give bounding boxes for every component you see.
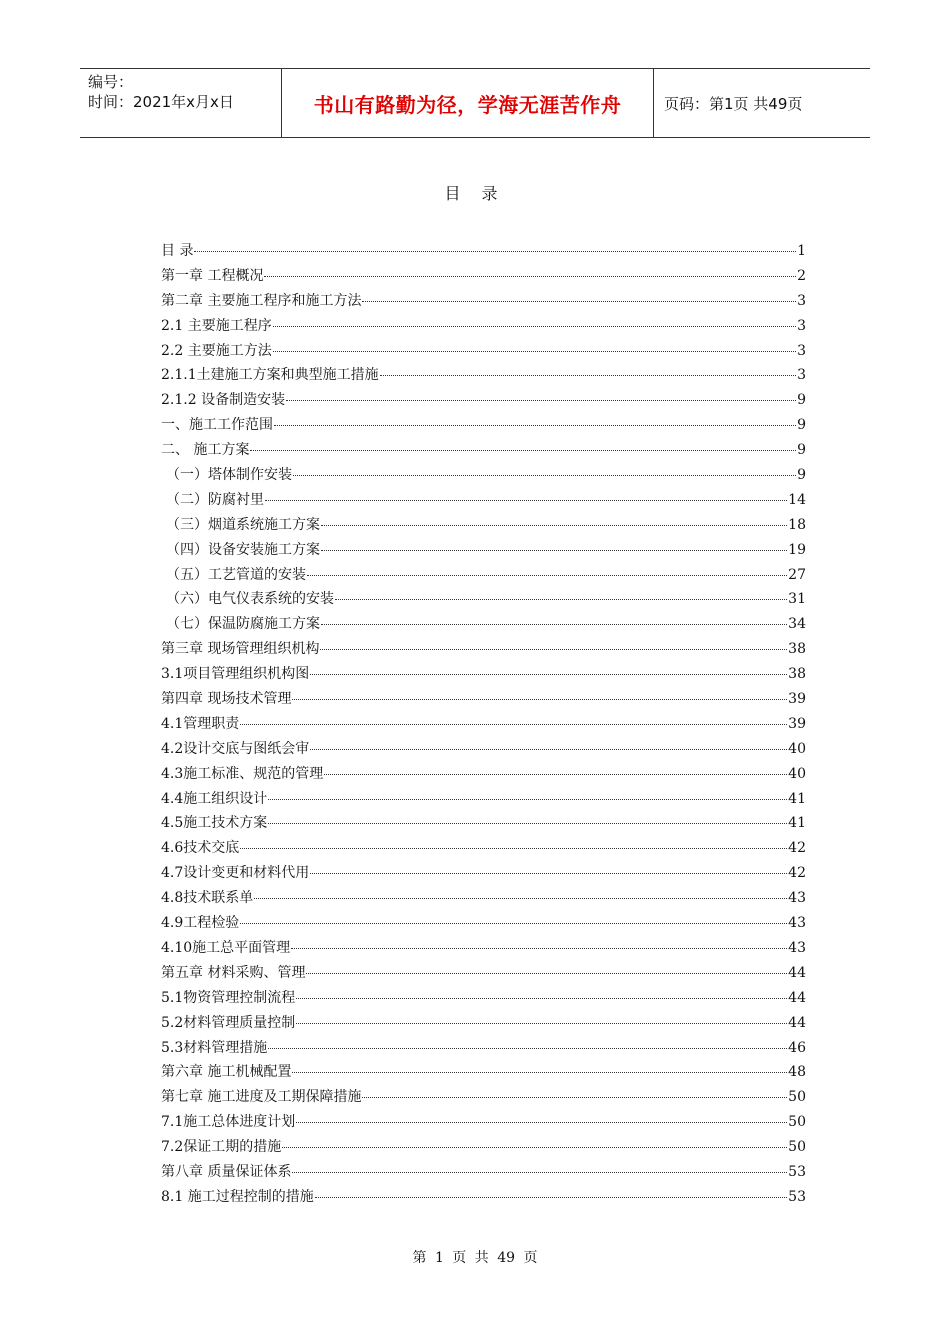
toc-title: 目 录 (444, 184, 506, 203)
toc-entry-page: 3 (797, 342, 806, 359)
toc-dot-leader (362, 301, 796, 302)
toc-entry-label: 4.9工程检验 (161, 915, 240, 932)
header-page-info: 页码：第1页 共49页 (664, 94, 803, 113)
toc-entry-label: （一）塔体制作安装 (166, 467, 292, 484)
toc-entry-label: 5.1物资管理控制流程 (161, 989, 296, 1006)
toc-entry[interactable] (161, 887, 806, 912)
toc-entry-label: 一、施工工作范围 (161, 417, 273, 434)
toc-dot-leader (264, 276, 796, 277)
toc-dot-leader (362, 1097, 787, 1098)
toc-entry[interactable] (161, 539, 806, 564)
header-motto-cell (282, 69, 654, 137)
toc-dot-leader (268, 823, 787, 824)
toc-dot-leader (240, 848, 787, 849)
toc-entry[interactable] (161, 265, 806, 290)
toc-entry-label: 第四章 现场技术管理 (161, 691, 292, 708)
toc-entry-label: 4.2设计交底与图纸会审 (161, 740, 310, 757)
toc-dot-leader (321, 550, 787, 551)
toc-dot-leader (321, 624, 787, 625)
toc-entry-page: 50 (788, 1089, 806, 1106)
toc-entry-label: （三）烟道系统施工方案 (166, 516, 320, 533)
toc-entry-page: 48 (788, 1064, 806, 1081)
toc-entry-page: 43 (788, 939, 806, 956)
toc-entry[interactable] (161, 638, 806, 663)
toc-entry-page: 3 (797, 317, 806, 334)
toc-entry-label: （四）设备安装施工方案 (166, 541, 320, 558)
toc-entry-page: 46 (788, 1039, 806, 1056)
toc-entry-page: 42 (788, 840, 806, 857)
toc-entry[interactable] (161, 912, 806, 937)
toc-entry[interactable] (161, 1111, 806, 1136)
toc-dot-leader (324, 774, 787, 775)
toc-dot-leader (254, 898, 787, 899)
toc-entry-label: 2.1.1土建施工方案和典型施工措施 (161, 367, 379, 384)
toc-entry-label: 5.2材料管理质量控制 (161, 1014, 296, 1031)
toc-entry[interactable] (161, 290, 806, 315)
toc-entry[interactable] (161, 788, 806, 813)
toc-entry-label: （六）电气仪表系统的安装 (166, 591, 334, 608)
toc-dot-leader (296, 1023, 787, 1024)
toc-dot-leader (268, 1048, 787, 1049)
toc-entry-page: 44 (788, 1014, 806, 1031)
toc-entry-label: 4.4施工组织设计 (161, 790, 268, 807)
toc-entry-label: 2.1 主要施工程序 (161, 317, 272, 334)
toc-entry-label: 8.1 施工过程控制的措施 (161, 1188, 314, 1205)
toc-entry[interactable] (161, 1161, 806, 1186)
toc-entry-label: 二、 施工方案 (161, 442, 250, 459)
toc-entry-label: 第五章 材料采购、管理 (161, 964, 306, 981)
toc-entry[interactable] (161, 414, 806, 439)
toc-dot-leader (268, 799, 787, 800)
toc-entry[interactable] (161, 738, 806, 763)
toc-entry-label: 4.3施工标准、规范的管理 (161, 765, 324, 782)
toc-entry[interactable] (161, 588, 806, 613)
toc-dot-leader (292, 1072, 787, 1073)
table-of-contents (161, 240, 806, 1211)
toc-entry[interactable] (161, 439, 806, 464)
toc-entry-label: （二）防腐衬里 (166, 491, 264, 508)
toc-entry-page: 41 (788, 815, 806, 832)
header-info-cell (80, 69, 282, 137)
page-footer: 第 1 页 共 49 页 (412, 1250, 538, 1266)
toc-dot-leader (292, 699, 787, 700)
toc-dot-leader (321, 525, 787, 526)
toc-entry[interactable] (161, 837, 806, 862)
toc-entry-page: 41 (788, 790, 806, 807)
toc-entry-page: 53 (788, 1188, 806, 1205)
toc-entry[interactable] (161, 389, 806, 414)
toc-entry[interactable] (161, 1136, 806, 1161)
toc-entry[interactable] (161, 240, 806, 265)
toc-entry[interactable] (161, 489, 806, 514)
toc-entry-label: 4.1管理职责 (161, 715, 240, 732)
header-table (80, 68, 870, 138)
toc-dot-leader (320, 649, 787, 650)
toc-entry[interactable] (161, 315, 806, 340)
toc-entry-page: 40 (788, 765, 806, 782)
toc-entry-page: 18 (788, 516, 806, 533)
toc-entry-page: 53 (788, 1163, 806, 1180)
toc-dot-leader (273, 326, 796, 327)
toc-dot-leader (315, 1197, 787, 1198)
toc-entry-label: 第七章 施工进度及工期保障措施 (161, 1089, 362, 1106)
toc-entry[interactable] (161, 514, 806, 539)
toc-entry[interactable] (161, 763, 806, 788)
toc-dot-leader (240, 923, 787, 924)
toc-entry[interactable] (161, 340, 806, 365)
toc-entry-label: （七）保温防腐施工方案 (166, 616, 320, 633)
toc-entry-label: 第三章 现场管理组织机构 (161, 641, 320, 658)
toc-entry-page: 9 (797, 417, 806, 434)
document-time-label: 时间：2021年x月x日 (88, 93, 234, 111)
toc-entry-page: 3 (797, 367, 806, 384)
toc-entry-page: 27 (788, 566, 806, 583)
toc-dot-leader (293, 475, 796, 476)
toc-entry-page: 39 (788, 691, 806, 708)
document-number-label: 编号： (88, 73, 134, 91)
toc-entry[interactable] (161, 713, 806, 738)
toc-entry-page: 38 (788, 641, 806, 658)
toc-dot-leader (296, 1122, 787, 1123)
toc-dot-leader (306, 973, 787, 974)
toc-dot-leader (286, 400, 796, 401)
toc-entry-page: 44 (788, 989, 806, 1006)
toc-entry[interactable] (161, 688, 806, 713)
toc-entry-page: 38 (788, 666, 806, 683)
toc-entry[interactable] (161, 613, 806, 638)
toc-entry[interactable] (161, 1012, 806, 1037)
header-page-cell (654, 69, 870, 137)
toc-entry-page: 39 (788, 715, 806, 732)
toc-entry[interactable] (161, 464, 806, 489)
toc-entry-page: 1 (797, 243, 806, 259)
toc-dot-leader (310, 873, 787, 874)
toc-dot-leader (273, 351, 796, 352)
toc-entry-label: 4.7设计变更和材料代用 (161, 865, 310, 882)
toc-entry-page: 34 (788, 616, 806, 633)
toc-entry-page: 31 (788, 591, 806, 608)
toc-entry-label: 7.2保证工期的措施 (161, 1139, 282, 1156)
toc-dot-leader (194, 251, 796, 252)
toc-entry[interactable] (161, 1037, 806, 1062)
toc-entry[interactable] (161, 937, 806, 962)
toc-entry-page: 42 (788, 865, 806, 882)
toc-entry-label: 2.1.2 设备制造安装 (161, 392, 286, 409)
toc-dot-leader (282, 1147, 787, 1148)
toc-entry-page: 9 (797, 442, 806, 459)
header-motto: 书山有路勤为径，学海无涯苦作舟 (313, 92, 622, 117)
toc-dot-leader (291, 948, 787, 949)
toc-entry-page: 50 (788, 1139, 806, 1156)
toc-entry-label: 7.1施工总体进度计划 (161, 1114, 296, 1131)
toc-dot-leader (380, 375, 796, 376)
toc-entry-label: 第八章 质量保证体系 (161, 1163, 292, 1180)
toc-entry-page: 44 (788, 964, 806, 981)
toc-dot-leader (240, 724, 787, 725)
toc-entry-label: 4.6技术交底 (161, 840, 240, 857)
toc-entry-label: 3.1项目管理组织机构图 (161, 666, 310, 683)
toc-entry-page: 50 (788, 1114, 806, 1131)
toc-dot-leader (310, 674, 787, 675)
toc-dot-leader (335, 599, 787, 600)
toc-entry[interactable] (161, 862, 806, 887)
toc-entry-label: 4.5施工技术方案 (161, 815, 268, 832)
toc-entry-page: 43 (788, 915, 806, 932)
toc-entry-label: 4.10施工总平面管理 (161, 939, 291, 956)
toc-entry-page: 19 (788, 541, 806, 558)
toc-entry[interactable] (161, 1186, 806, 1211)
toc-entry-label: 2.2 主要施工方法 (161, 342, 272, 359)
toc-entry-label: 4.8技术联系单 (161, 890, 254, 907)
toc-entry-label: （五）工艺管道的安装 (166, 566, 306, 583)
toc-entry-label: 第二章 主要施工程序和施工方法 (161, 292, 362, 309)
toc-entry[interactable] (161, 564, 806, 589)
toc-entry-page: 9 (797, 467, 806, 484)
toc-entry-page: 9 (797, 392, 806, 409)
toc-entry-page: 2 (797, 267, 806, 284)
toc-entry-label: 目 录 (161, 243, 194, 259)
toc-entry[interactable] (161, 1061, 806, 1086)
toc-entry-page: 40 (788, 740, 806, 757)
toc-dot-leader (292, 1172, 787, 1173)
toc-entry[interactable] (161, 812, 806, 837)
toc-entry-label: 第一章 工程概况 (161, 267, 264, 284)
toc-dot-leader (250, 450, 796, 451)
toc-entry[interactable] (161, 987, 806, 1012)
toc-dot-leader (274, 425, 796, 426)
toc-entry[interactable] (161, 364, 806, 389)
toc-entry-page: 43 (788, 890, 806, 907)
toc-entry[interactable] (161, 962, 806, 987)
toc-dot-leader (265, 500, 787, 501)
toc-entry-label: 5.3材料管理措施 (161, 1039, 268, 1056)
toc-entry[interactable] (161, 1086, 806, 1111)
toc-entry[interactable] (161, 663, 806, 688)
toc-entry-label: 第六章 施工机械配置 (161, 1064, 292, 1081)
toc-entry-page: 3 (797, 292, 806, 309)
toc-dot-leader (307, 575, 787, 576)
toc-dot-leader (296, 998, 787, 999)
toc-dot-leader (310, 749, 787, 750)
toc-entry-page: 14 (788, 491, 806, 508)
